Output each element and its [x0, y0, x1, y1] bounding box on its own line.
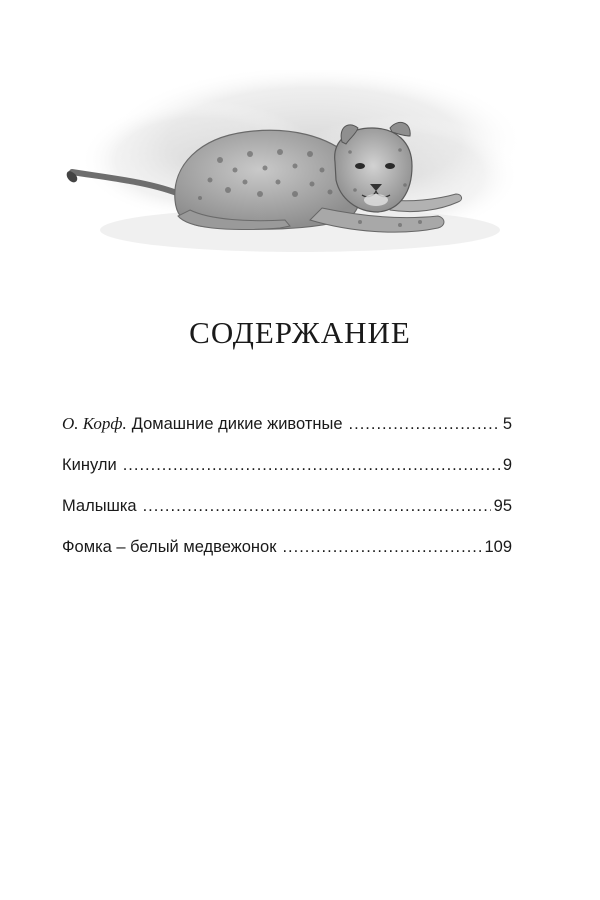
toc-leader-dots	[282, 537, 481, 557]
toc-entry-author: О. Корф.	[62, 414, 127, 433]
toc-entry-title: Фомка – белый медвежонок	[62, 538, 277, 556]
toc-entry-title: Малышка	[62, 497, 137, 515]
toc-entry-title: Кинули	[62, 456, 117, 474]
table-of-contents	[62, 414, 512, 578]
toc-leader-dots	[349, 414, 500, 434]
toc-entry[interactable]	[62, 414, 512, 434]
toc-leader-dots	[123, 455, 500, 475]
toc-leader-dots	[143, 496, 491, 516]
lion-cub-illustration	[60, 70, 520, 270]
toc-entry-title: Домашние дикие животные	[131, 415, 343, 433]
toc-entry[interactable]	[62, 537, 512, 557]
toc-entry[interactable]	[62, 455, 512, 475]
toc-entry-page: 109	[484, 538, 512, 556]
toc-entry[interactable]	[62, 496, 512, 516]
toc-entry-page: 5	[502, 415, 512, 433]
toc-entry-page: 95	[493, 497, 512, 515]
page-title: СОДЕРЖАНИЕ	[189, 314, 411, 350]
toc-entry-page: 9	[502, 456, 512, 474]
